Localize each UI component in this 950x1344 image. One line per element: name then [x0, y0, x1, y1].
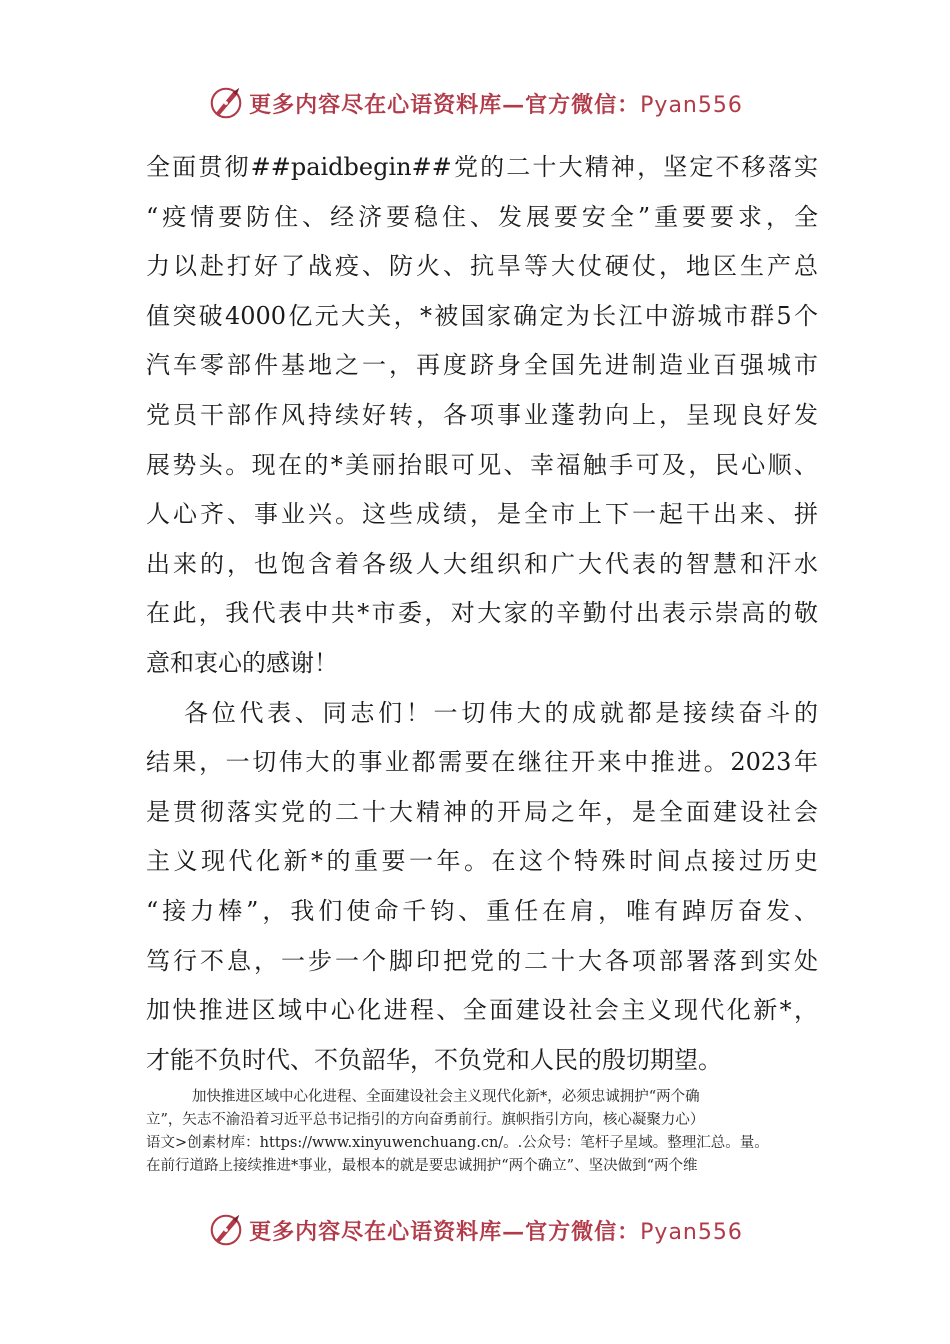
text-line: 意和衷心的感谢！ [146, 648, 338, 677]
footer-banner [0, 1205, 950, 1255]
text-line: 汽车零部件基地之一，再度跻身全国先进制造业百强城市 [146, 351, 818, 380]
text-line: 结果，一切伟大的事业都需要在继往开来中推进。2023年 [146, 748, 818, 777]
paragraph-2 [146, 689, 818, 1086]
text-line: 才能不负时代、不负韶华，不负党和人民的殷切期望。 [146, 1045, 722, 1074]
small-text-line: 加快推进区域中心化进程、全面建设社会主义现代化新*，必须忠诚拥护“两个确 [192, 1089, 700, 1105]
text-line: 人心齐、事业兴。这些成绩，是全市上下一起干出来、拼 [146, 500, 818, 529]
text-line: 加快推进区域中心化进程、全面建设社会主义现代化新*， [146, 996, 818, 1025]
text-line: 是贯彻落实党的二十大精神的开局之年，是全面建设社会 [146, 797, 818, 826]
header-banner [0, 78, 950, 128]
text-line: 主义现代化新*的重要一年。在这个特殊时间点接过历史 [146, 847, 818, 876]
text-line: 全面贯彻##paidbegin##党的二十大精神，坚定不移落实 [146, 153, 818, 181]
small-text-line: 在前行道路上接续推进*事业，最根本的就是要忠诚拥护“两个确立”、坚决做到“两个维 [146, 1158, 698, 1174]
small-print-paragraph [146, 1086, 818, 1178]
text-line: “疫情要防住、经济要稳住、发展要安全”重要要求，全 [146, 202, 818, 231]
text-line: 值突破4000亿元大关，*被国家确定为长江中游城市群5个 [146, 301, 818, 330]
text-line: 笃行不息，一步一个脚印把党的二十大各项部署落到实处 [146, 946, 818, 975]
pen-nib-circle-logo [207, 1211, 245, 1249]
header-banner-text: 更多内容尽在心语资料库—官方微信：Pyan556 [249, 91, 743, 118]
small-text-line: 立”，矢志不渝沿着习近平总书记指引的方向奋勇前行。旗帜指引方向，核心凝聚力心） [146, 1112, 705, 1128]
pen-nib-circle-logo [207, 84, 245, 122]
text-line: “接力棒”，我们使命千钧、重任在肩，唯有踔厉奋发、 [146, 896, 818, 925]
text-line: 在此，我代表中共*市委，对大家的辛勤付出表示崇高的敬 [146, 599, 818, 628]
text-line: 出来的，也饱含着各级人大组织和广大代表的智慧和汗水 [146, 549, 818, 578]
text-line: 各位代表、同志们！一切伟大的成就都是接续奋斗的 [184, 698, 818, 727]
main-text [146, 143, 818, 1085]
text-line: 展势头。现在的*美丽抬眼可见、幸福触手可及，民心顺、 [146, 450, 818, 479]
small-text-line: 语文>创素材库：https://www.xinyuwenchuang.cn/。.公众号：笔杆子星域。整理汇总。量。 [146, 1135, 769, 1151]
text-line: 党员干部作风持续好转，各项事业蓬勃向上，呈现良好发 [146, 400, 818, 429]
text-line: 力以赴打好了战疫、防火、抗旱等大仗硬仗，地区生产总 [146, 252, 818, 281]
paragraph-1 [146, 143, 818, 689]
footer-banner-text: 更多内容尽在心语资料库—官方微信：Pyan556 [249, 1218, 743, 1245]
